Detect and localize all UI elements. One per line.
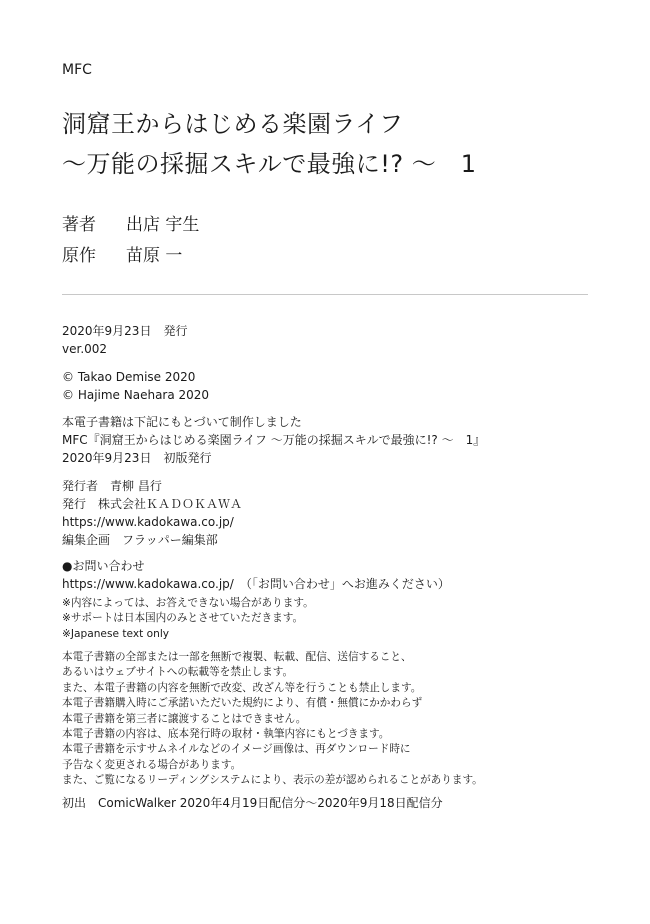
version: ver.002 <box>62 342 108 356</box>
copyright-line: © Takao Demise 2020 <box>62 370 196 384</box>
legal-line: あるいはウェブサイトへの転載等を禁止します。 <box>62 666 294 679</box>
contact-block <box>62 557 450 593</box>
original-name: 苗原 一 <box>126 246 183 266</box>
source-block <box>62 413 485 467</box>
publisher-url: https://www.kadokawa.co.jp/ <box>62 515 234 529</box>
publisher-line: 発行者 青柳 昌行 <box>62 479 162 493</box>
book-title-line-1: 洞窟王からはじめる楽園ライフ <box>62 110 404 138</box>
legal-line: 本電子書籍の全部または一部を無断で複製、転載、配信、送信すること、 <box>62 651 412 663</box>
copyright-block <box>62 368 209 404</box>
author-role: 著者 <box>62 215 96 235</box>
original-credit <box>62 241 182 266</box>
contact-note: ※サポートは日本国内のみとさせていただきます。 <box>62 612 304 625</box>
publication-date: 2020年9月23日 発行 <box>62 324 188 338</box>
contact-url-line: https://www.kadokawa.co.jp/ （「お問い合わせ」へお進みください） <box>62 577 450 591</box>
legal-line: また、ご覧になるリーディングシステムにより、表示の差が認められることがあります。 <box>62 774 483 787</box>
source-line: MFC『洞窟王からはじめる楽園ライフ 〜万能の採掘スキルで最強に!? 〜 1』 <box>62 433 486 447</box>
divider <box>62 294 588 295</box>
publisher-block <box>62 477 242 549</box>
legal-line: 本電子書籍を示すサムネイルなどのイメージ画像は、再ダウンロード時に <box>62 743 411 756</box>
author-credit <box>62 210 199 235</box>
original-role: 原作 <box>62 246 96 266</box>
contact-note: ※Japanese text only <box>62 627 170 640</box>
legal-notice <box>62 650 483 789</box>
legal-line: 予告なく変更される場合があります。 <box>62 758 242 771</box>
contact-heading: ●お問い合わせ <box>62 559 145 573</box>
legal-line: 本電子書籍購入時にご承諾いただいた規約により、有償・無償にかかわらず <box>62 697 423 710</box>
legal-line: 本電子書籍の内容は、底本発行時の取材・執筆内容にもとづきます。 <box>62 727 390 740</box>
publication-info <box>62 322 187 358</box>
legal-line: また、本電子書籍の内容を無断で改変、改ざん等を行うことも禁止します。 <box>62 681 422 694</box>
book-title-line-2: 〜万能の採掘スキルで最強に!? 〜 1 <box>62 150 477 178</box>
publisher-line: 発行 株式会社ＫＡＤＯＫＡＷＡ <box>62 497 243 511</box>
source-line: 2020年9月23日 初版発行 <box>62 451 212 465</box>
author-name: 出店 宇生 <box>126 215 200 235</box>
source-line: 本電子書籍は下記にもとづいて制作しました <box>62 415 302 429</box>
publisher-line: 編集企画 フラッパー編集部 <box>62 533 218 547</box>
first-publication: 初出 ComicWalker 2020年4月19日配信分〜2020年9月18日配信分 <box>62 796 443 810</box>
contact-notes <box>62 596 314 642</box>
legal-line: 本電子書籍を第三者に譲渡することはできません。 <box>62 712 307 725</box>
label-name: MFC <box>62 62 92 78</box>
contact-note: ※内容によっては、お答えできない場合があります。 <box>62 597 314 609</box>
copyright-line: © Hajime Naehara 2020 <box>62 388 210 402</box>
